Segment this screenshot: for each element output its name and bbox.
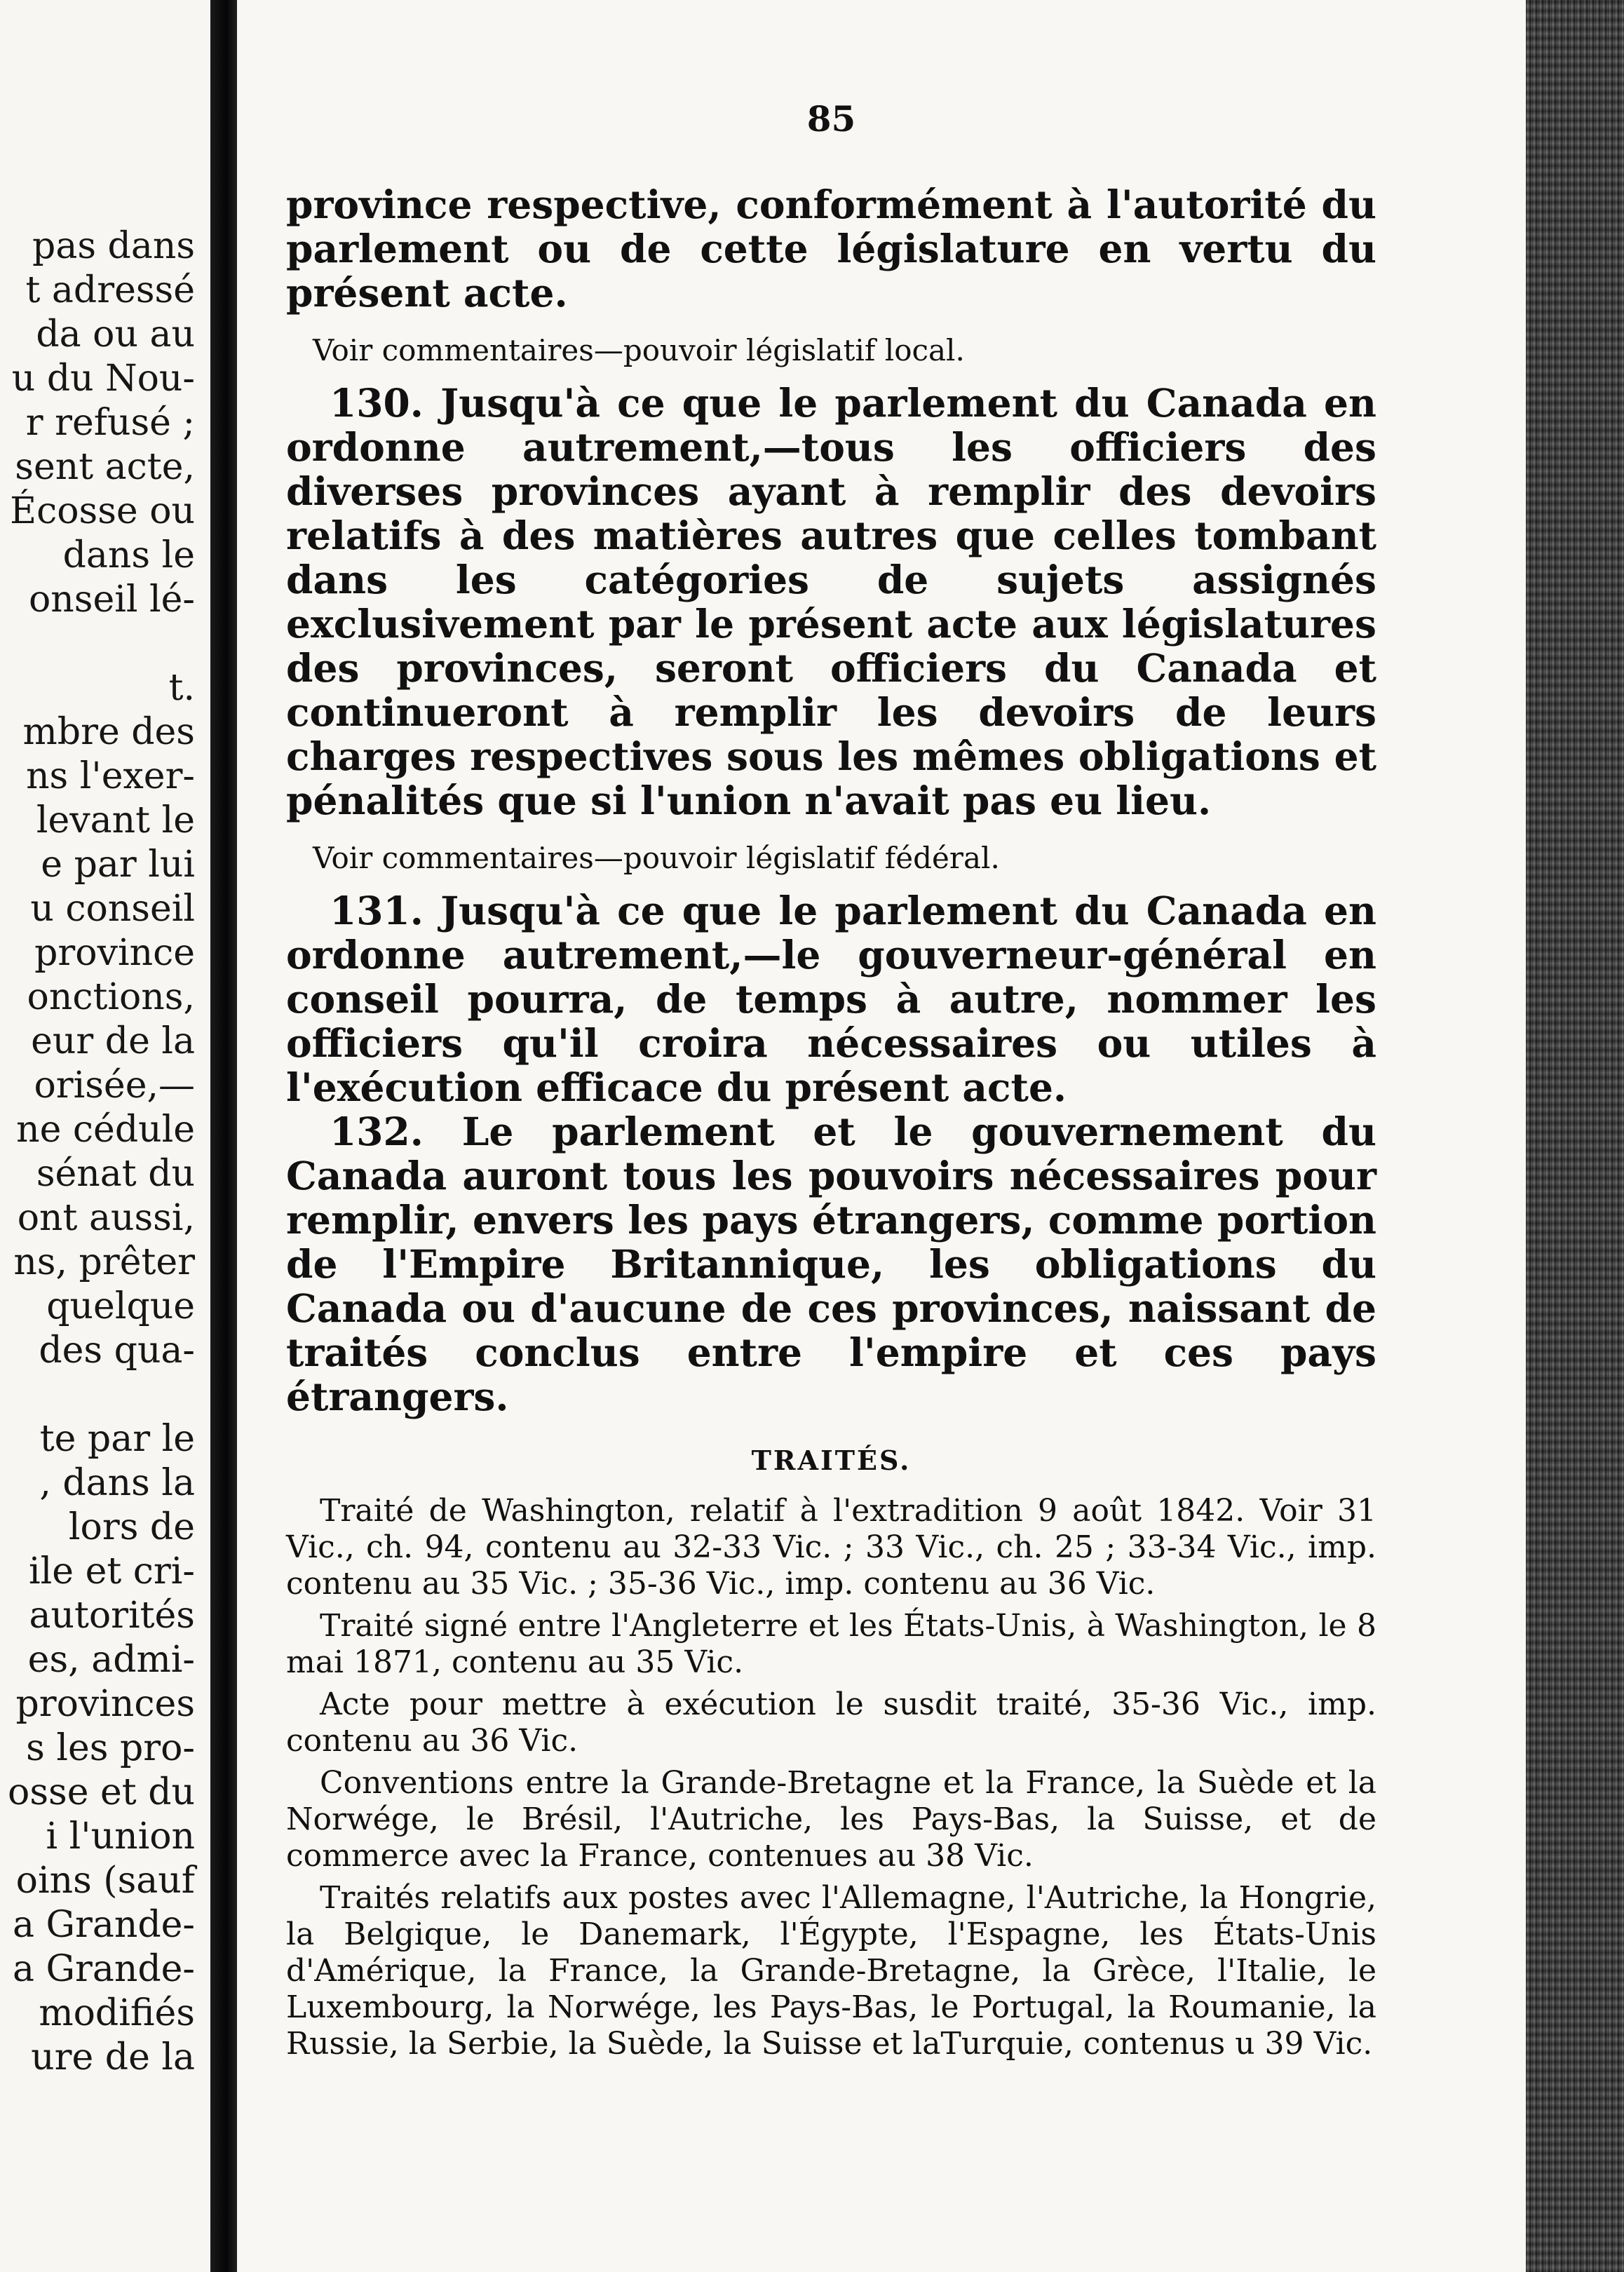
article-131 (286, 888, 1376, 1109)
left-page-line: sénat du (36, 1153, 195, 1195)
left-page-line: , dans la (39, 1462, 195, 1504)
treaty-entry: Traité de Washington, relatif à l'extradition 9 août 1842. Voir 31 Vic., ch. 94, contenu au 32-33 Vic. ; 33 Vic., ch. 25 ; 33-34 Vic., imp. contenu au 35 Vic. ; 35-36 Vic., imp. contenu au 36 Vic. (286, 1493, 1376, 1602)
left-page-line: modifiés (39, 1992, 195, 2034)
left-page-line: da ou au (36, 313, 195, 356)
left-page-line: autorités (29, 1595, 195, 1637)
left-page-line: mbre des (22, 711, 195, 753)
left-page-line: r refusé ; (25, 402, 195, 444)
right-page (237, 0, 1526, 2272)
article-number: 132. (330, 1109, 424, 1154)
left-page-line: ns, prêter (13, 1241, 195, 1283)
left-page-line: e par lui (41, 844, 195, 886)
left-page-line: Écosse ou (10, 490, 195, 532)
treaties-list (286, 1493, 1376, 2062)
treaty-entry: Conventions entre la Grande-Bretagne et la France, la Suède et la Norwége, le Brésil, l'Autriche, les Pays-Bas, la Suisse, et de commerce avec la France, contenues au 38 Vic. (286, 1765, 1376, 1874)
left-page-line: u conseil (30, 888, 195, 930)
left-page-line: dans le (62, 534, 195, 576)
left-page-line: i l'union (46, 1815, 195, 1858)
left-page-line: des qua- (39, 1330, 195, 1372)
left-page-line: te par le (39, 1418, 195, 1460)
left-page-line: sent acte, (15, 446, 195, 488)
page-number: 85 (806, 98, 856, 140)
article-130 (286, 381, 1376, 823)
continuation-paragraph: province respective, conformément à l'autorité du parlement ou de cette législature en vertu du présent acte. (286, 182, 1376, 316)
left-page-line (8, 622, 195, 666)
left-page-line: onseil lé- (28, 579, 195, 621)
left-page-line: osse et du (8, 1771, 195, 1813)
article-text: Jusqu'à ce que le parlement du Canada en ordonne autrement,—le gouverneur-général en conseil pourra, de temps à autre, nommer les officiers qu'il croira nécessaires ou utiles à l'exécution efficace du présent acte. (286, 888, 1376, 1110)
left-page-line: t adressé (25, 269, 195, 311)
treaty-entry: Traités relatifs aux postes avec l'Allemagne, l'Autriche, la Hongrie, la Belgique, le Danemark, l'Égypte, l'Espagne, les États-Unis d'Amérique, la France, la Grande-Bretagne, la Grèce, l'Italie, le Luxembourg, la Norwége, les Pays-Bas, le Portugal, la Roumanie, la Russie, la Serbie, la Suède, la Suisse et laTurquie, contenus u 39 Vic. (286, 1880, 1376, 2062)
left-page-line: onctions, (27, 976, 195, 1018)
treaty-entry: Acte pour mettre à exécution le susdit traité, 35-36 Vic., imp. contenu au 36 Vic. (286, 1686, 1376, 1759)
left-page-line: oins (sauf (15, 1860, 195, 1902)
left-page-line: s les pro- (26, 1727, 195, 1769)
page-stack-edge (1526, 0, 1624, 2272)
article-number: 130. (330, 380, 424, 426)
left-page-line: ont aussi, (17, 1197, 195, 1239)
section-heading: TRAITÉS. (751, 1445, 912, 1476)
commentary-note: Voir commentaires—pouvoir législatif local. (313, 333, 965, 367)
article-text: Le parlement et le gouvernement du Canada auront tous les pouvoirs nécessaires pour remplir, envers les pays étrangers, comme portion de l'Empire Britannique, les obligations du Canada ou d'aucune de ces provinces, naissant de traités conclus entre l'empire et ces pays étrangers. (286, 1109, 1376, 1419)
page-content (286, 98, 1376, 2068)
left-page-line: t. (168, 667, 195, 709)
left-page-line: a Grande- (12, 1904, 195, 1946)
left-page-line: ne cédule (16, 1109, 195, 1151)
treaty-entry: Traité signé entre l'Angleterre et les États-Unis, à Washington, le 8 mai 1871, contenu au 35 Vic. (286, 1608, 1376, 1680)
page-body (286, 182, 1376, 1419)
left-page-line: orisée,— (34, 1064, 195, 1107)
left-page-text (8, 224, 195, 2080)
left-facing-page (0, 0, 210, 2272)
left-page-line: es, admi- (27, 1639, 195, 1681)
left-page-line: lors de (68, 1506, 195, 1548)
left-page-line: pas dans (32, 225, 195, 267)
left-page-line: province (34, 932, 195, 974)
commentary-note: Voir commentaires—pouvoir législatif fédéral. (313, 841, 1000, 875)
article-132 (286, 1109, 1376, 1419)
left-page-line: ile et cri- (29, 1550, 195, 1593)
left-page-line: eur de la (31, 1020, 195, 1062)
left-page-line: ure de la (31, 2036, 195, 2078)
left-page-line: u du Nou- (11, 358, 195, 400)
left-page-line: a Grande- (12, 1948, 195, 1990)
left-page-line: provinces (15, 1683, 195, 1725)
left-page-line: ns l'exer- (26, 755, 195, 797)
left-page-line (8, 1373, 195, 1417)
article-text: Jusqu'à ce que le parlement du Canada en ordonne autrement,—tous les officiers des diverses provinces ayant à remplir des devoirs relatifs à des matières autres que celles tombant dans les catégories de sujets assignés exclusivement par le présent acte aux législatures des provinces, seront officiers du Canada et continueront à remplir les devoirs de leurs charges respectives sous les mêmes obligations et pénalités que si l'union n'avait pas eu lieu. (286, 380, 1376, 823)
left-page-line: quelque (46, 1285, 195, 1327)
book-gutter (210, 0, 237, 2272)
left-page-line: levant le (36, 799, 195, 841)
article-number: 131. (330, 888, 424, 933)
